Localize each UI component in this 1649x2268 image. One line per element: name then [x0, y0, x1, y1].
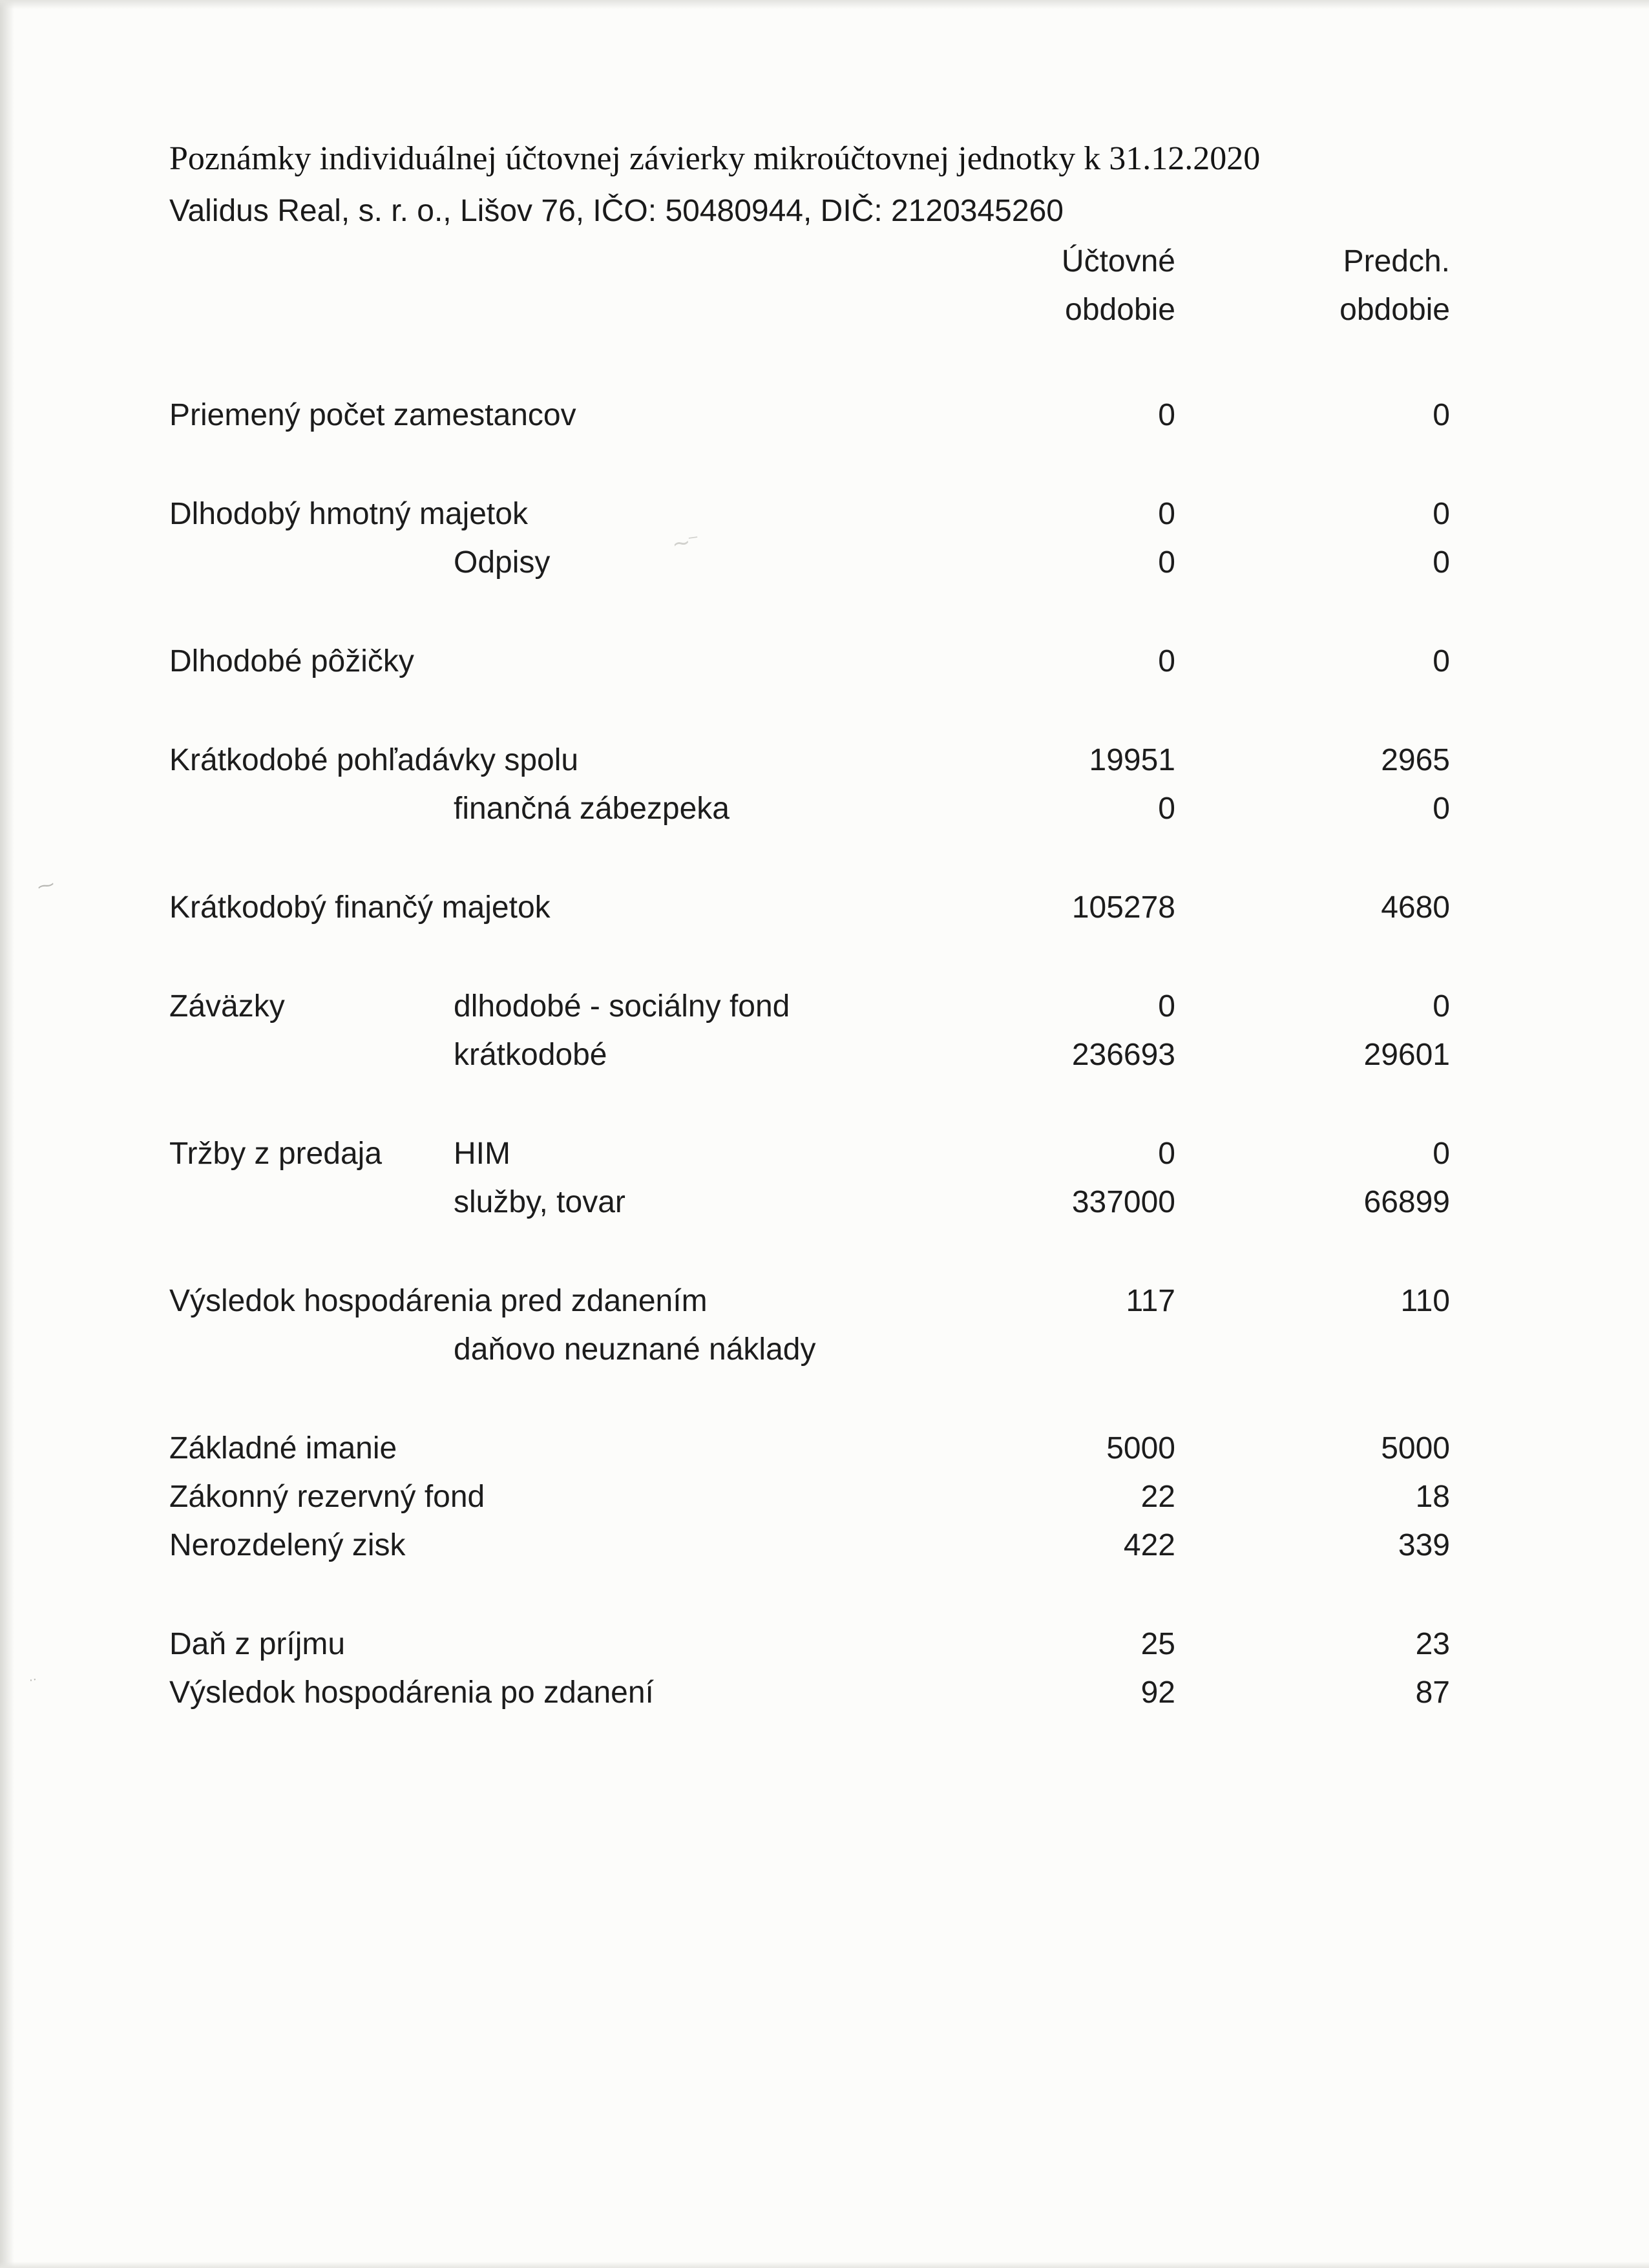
- row-current-value: 0: [1158, 1137, 1175, 1171]
- row-previous-value: 23: [1415, 1627, 1450, 1661]
- company-line: Validus Real, s. r. o., Lišov 76, IČO: 50480944, DIČ: 2120345260: [169, 194, 1064, 228]
- row-previous-value: 0: [1433, 398, 1450, 432]
- table-row: [169, 490, 1450, 538]
- row-label: Výsledok hospodárenia po zdanení: [169, 1675, 654, 1710]
- row-previous-value: 4680: [1381, 890, 1450, 925]
- row-label: Nerozdelený zisk: [169, 1528, 406, 1562]
- table-row: [169, 1424, 1450, 1473]
- column-header-current-2: obdobie: [1065, 293, 1175, 327]
- row-label: Priemený počet zamestancov: [169, 398, 576, 432]
- row-label: Daň z príjmu: [169, 1627, 346, 1661]
- row-sublabel: HIM: [454, 1137, 510, 1171]
- row-current-value: 337000: [1071, 1185, 1175, 1219]
- table-row: [169, 1277, 1450, 1325]
- row-label: Krátkodobý finančý majetok: [169, 890, 551, 925]
- row-current-value: 0: [1158, 398, 1175, 432]
- row-current-value: 5000: [1106, 1431, 1175, 1465]
- row-current-value: 92: [1140, 1675, 1175, 1710]
- row-current-value: 25: [1140, 1627, 1175, 1661]
- row-current-value: 0: [1158, 989, 1175, 1024]
- row-previous-value: 18: [1415, 1480, 1450, 1514]
- column-headers: [169, 237, 1450, 334]
- row-sublabel: dlhodobé - sociálny fond: [454, 989, 790, 1024]
- table-row: [169, 736, 1450, 784]
- row-previous-value: 87: [1415, 1675, 1450, 1710]
- row-current-value: 236693: [1071, 1038, 1175, 1072]
- row-label: Krátkodobé pohľadávky spolu: [169, 743, 579, 777]
- row-previous-value: 0: [1433, 792, 1450, 826]
- row-label: Dlhodobý hmotný majetok: [169, 497, 528, 531]
- scan-smudge: ∼⁻: [670, 529, 698, 557]
- row-previous-value: 110: [1400, 1284, 1450, 1318]
- row-current-value: 0: [1158, 497, 1175, 531]
- row-previous-value: 0: [1433, 497, 1450, 531]
- table-row: [169, 883, 1450, 932]
- column-header-previous-2: obdobie: [1339, 293, 1450, 327]
- scan-edge-shadow-bottom: [0, 2262, 1649, 2268]
- table-row: [169, 982, 1450, 1031]
- row-previous-value: 5000: [1381, 1431, 1450, 1465]
- row-label: Záväzky: [169, 989, 285, 1024]
- document-title: Poznámky individuálnej účtovnej závierky mikroúčtovnej jednotky k 31.12.2020: [169, 140, 1261, 177]
- row-previous-value: 0: [1433, 545, 1450, 580]
- row-current-value: 19951: [1089, 743, 1175, 777]
- row-previous-value: 0: [1433, 644, 1450, 678]
- row-current-value: 0: [1158, 545, 1175, 580]
- row-previous-value: 0: [1433, 989, 1450, 1024]
- column-header-current-1: Účtovné: [1061, 244, 1175, 278]
- table-row: [169, 1473, 1450, 1521]
- row-current-value: 0: [1158, 644, 1175, 678]
- table-row: [169, 1325, 1450, 1374]
- table-row: [169, 1668, 1450, 1717]
- row-label: Výsledok hospodárenia pred zdanením: [169, 1284, 708, 1318]
- scan-speck: ‥: [26, 1669, 37, 1685]
- row-sublabel: služby, tovar: [454, 1185, 625, 1219]
- row-current-value: 22: [1140, 1480, 1175, 1514]
- row-previous-value: 339: [1398, 1528, 1450, 1562]
- table-row: [169, 637, 1450, 686]
- scan-edge-shadow-left: [0, 0, 14, 2268]
- row-sublabel: krátkodobé: [454, 1038, 607, 1072]
- table-row: [169, 538, 1450, 587]
- row-sublabel: finančná zábezpeka: [454, 792, 730, 826]
- row-current-value: 117: [1126, 1284, 1175, 1318]
- scan-speck: ⁓: [36, 874, 56, 897]
- table-row: [169, 1129, 1450, 1178]
- row-sublabel: Odpisy: [454, 545, 551, 580]
- row-current-value: 105278: [1071, 890, 1175, 925]
- row-previous-value: 2965: [1381, 743, 1450, 777]
- row-label: Zákonný rezervný fond: [169, 1480, 485, 1514]
- row-sublabel: daňovo neuznané náklady: [454, 1332, 816, 1367]
- row-label: Základné imanie: [169, 1431, 397, 1465]
- row-label: Dlhodobé pôžičky: [169, 644, 414, 678]
- table-row: [169, 1521, 1450, 1570]
- scan-edge-shadow-top: [0, 0, 1649, 9]
- row-previous-value: 66899: [1363, 1185, 1450, 1219]
- table-row: [169, 1620, 1450, 1668]
- row-previous-value: 29601: [1363, 1038, 1450, 1072]
- row-previous-value: 0: [1433, 1137, 1450, 1171]
- column-header-previous-1: Predch.: [1343, 244, 1450, 278]
- row-label: Tržby z predaja: [169, 1137, 383, 1171]
- table-row: [169, 1031, 1450, 1079]
- row-current-value: 422: [1123, 1528, 1175, 1562]
- table-row: [169, 1178, 1450, 1226]
- document-content: [169, 132, 1450, 1717]
- table-row: [169, 784, 1450, 833]
- table-row: [169, 391, 1450, 439]
- row-current-value: 0: [1158, 792, 1175, 826]
